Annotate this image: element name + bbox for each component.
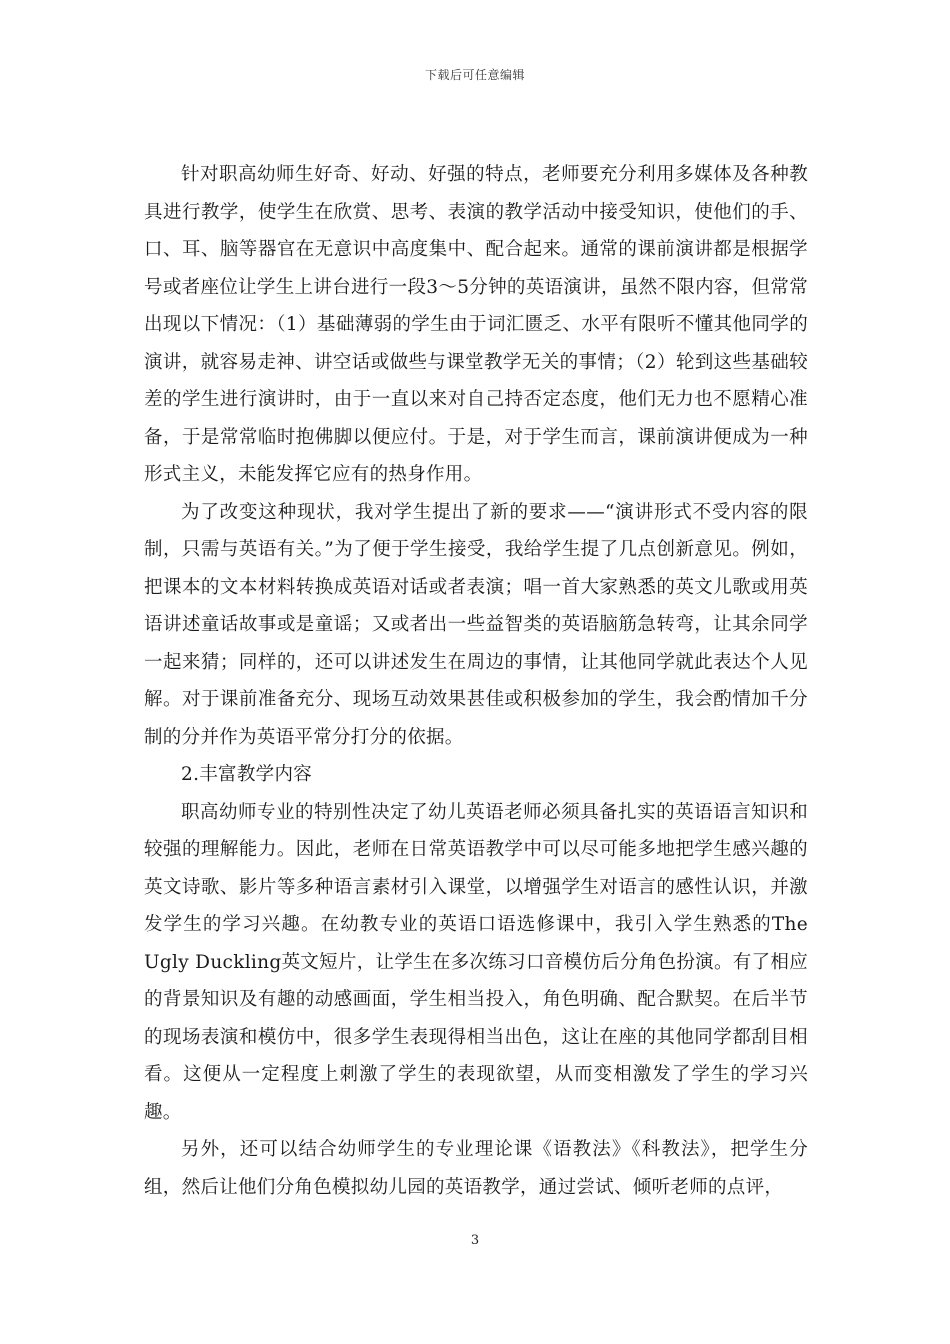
paragraph-multimedia-teaching: 针对职高幼师生好奇、好动、好强的特点，老师要充分利用多媒体及各种教具进行教学，使学生在欣赏、思考、表演的教学活动中接受知识，使他们的手、口、耳、脑等器官在无意识中高度集中、配合起来。通常的课前演讲都是根据学号或者座位让学生上讲台进行一段3～5分钟的英语演讲，虽然不限内容，但常常出现以下情况：（1）基础薄弱的学生由于词汇匮乏、水平有限听不懂其他同学的演讲，就容易走神、讲空话或做些与课堂教学无关的事情；（2）轮到这些基础较差的学生进行演讲时，由于一直以来对自己持否定态度，他们无力也不愿精心准备，于是常常临时抱佛脚以便应付。于是，对于学生而言，课前演讲便成为一种形式主义，未能发挥它应有的热身作用。 bbox=[144, 164, 808, 485]
page-header: 下载后可任意编辑 bbox=[424, 68, 525, 82]
page-number: 3 bbox=[470, 1233, 480, 1248]
paragraph-new-requirements: 为了改变这种现状，我对学生提出了新的要求——“演讲形式不受内容的限制，只需与英语有关。”为了便于学生接受，我给学生提了几点创新意见。例如，把课本的文本材料转换成英语对话或者表演；唱一首大家熟悉的英文儿歌或用英语讲述童话故事或是童谣；又或者出一些益智类的英语脑筋急转弯，让其余同学一起来猜；同样的，还可以讲述发生在周边的事情，让其他同学就此表达个人见解。对于课前准备充分、现场互动效果甚佳或积极参加的学生，我会酌情加千分制的分并作为英语平常分打分的依据。 bbox=[144, 501, 808, 748]
section-heading: 2.丰富教学内容 bbox=[181, 764, 313, 785]
paragraph-role-play: 另外，还可以结合幼师学生的专业理论课《语教法》《科教法》，把学生分组，然后让他们分角色模拟幼儿园的英语教学，通过尝试、倾听老师的点评， bbox=[144, 1139, 808, 1198]
paragraph-enrich-content: 职高幼师专业的特别性决定了幼儿英语老师必须具备扎实的英语语言知识和较强的理解能力。因此，老师在日常英语教学中可以尽可能多地把学生感兴趣的英文诗歌、影片等多种语言素材引入课堂，以增强学生对语言的感性认识，并激发学生的学习兴趣。在幼教专业的英语口语选修课中，我引入学生熟悉的The Ugly Duckling英文短片，让学生在多次练习口音模仿后分角色扮演。有了相应的背景知识及有趣的动感画面，学生相当投入，角色明确、配合默契。在后半节的现场表演和模仿中，很多学生表现得相当出色，这让在座的其他同学都刮目相看。这便从一定程度上刺激了学生的表现欲望，从而变相激发了学生的学习兴趣。 bbox=[144, 801, 808, 1123]
document-body bbox=[144, 156, 808, 1206]
